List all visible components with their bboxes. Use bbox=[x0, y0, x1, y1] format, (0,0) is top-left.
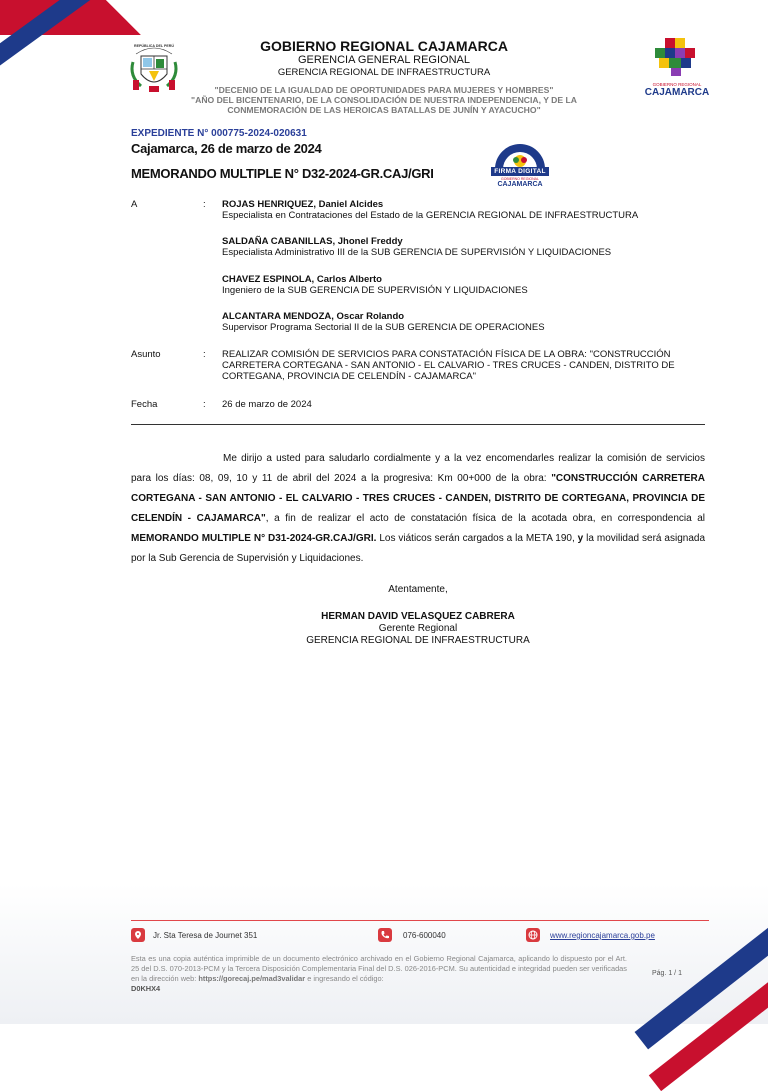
seal-name: CAJAMARCA bbox=[497, 181, 543, 188]
asunto-line: REALIZAR COMISIÓN DE SERVICIOS PARA CONSTATACIÓN FÍSICA DE LA OBRA: "CONSTRUCCIÓN bbox=[222, 349, 671, 360]
footer-phone: 076-600040 bbox=[403, 931, 446, 940]
recipient-role: Supervisor Programa Sectorial II de la SUB GERENCIA DE OPERACIONES bbox=[222, 322, 545, 333]
header-subtitle-general: GERENCIA GENERAL REGIONAL bbox=[298, 54, 470, 66]
location-icon bbox=[131, 928, 145, 942]
header-title: GOBIERNO REGIONAL CAJAMARCA bbox=[260, 38, 508, 54]
gobierno-regional-cajamarca-logo bbox=[643, 36, 711, 98]
logo-name: CAJAMARCA bbox=[644, 87, 710, 98]
signer-name: HERMAN DAVID VELASQUEZ CABRERA bbox=[321, 611, 515, 622]
coat-of-arms-caption: REPÚBLICA DEL PERÚ bbox=[134, 44, 174, 48]
recipient-role: Especialista Administrativo III de la SUB GERENCIA DE SUPERVISIÓN Y LIQUIDACIONES bbox=[222, 247, 612, 258]
recipient-role: Ingeniero de la SUB GERENCIA DE SUPERVISIÓN Y LIQUIDACIONES bbox=[222, 285, 528, 296]
quote-line-3: CONMEMORACIÓN DE LAS HEROICAS BATALLAS DE JUNÍN Y AYACUCHO" bbox=[227, 105, 541, 115]
notice-url[interactable]: https://gorecaj.pe/mad3validar bbox=[198, 974, 306, 983]
notice-text-a: Esta es una copia auténtica imprimible de un documento electrónico archivado en el Gobierno Regional Cajamarca, aplicando lo dispuesto por el Art. 25 del D.S. 070-2013-PCM y la Tercera Disposición Complementaria Final del D.S. 026-2016-PCM. Su autenticidad e integridad pueden ser verificadas en la dirección web: bbox=[131, 954, 627, 983]
recipient-3 bbox=[222, 274, 528, 296]
signer-office: GERENCIA REGIONAL DE INFRAESTRUCTURA bbox=[306, 635, 530, 646]
quote-line-1: "DECENIO DE LA IGUALDAD DE OPORTUNIDADES PARA MUJERES Y HOMBRES" bbox=[214, 85, 554, 95]
seal-caption: GOBIERNO REGIONAL bbox=[501, 177, 539, 181]
body-text-y: y bbox=[577, 533, 584, 544]
field-colon: : bbox=[203, 199, 206, 210]
body-text-a: Me dirijo a usted para saludarlo cordialmente y a la vez encomendarles realizar la comisión de servicios para los días: 08, 09, 10 y 11 de abril del 2024 a la progresiva: Km 00+000 de la obra: bbox=[131, 453, 705, 484]
recipient-name: CHAVEZ ESPINOLA, Carlos Alberto bbox=[222, 274, 382, 285]
footer-authenticity-notice bbox=[131, 954, 627, 994]
notice-text-b: e ingresando el código: bbox=[305, 974, 384, 983]
body-text-d: la movilidad será asignada por la Sub Gerencia de Supervisión y Liquidaciones. bbox=[131, 533, 706, 564]
memo-title: MEMORANDO MULTIPLE N° D32-2024-GR.CAJ/GRI bbox=[131, 166, 434, 181]
field-colon: : bbox=[203, 399, 206, 410]
field-label-asunto: Asunto bbox=[131, 349, 161, 360]
field-colon: : bbox=[203, 349, 206, 360]
expediente-number: EXPEDIENTE N° 000775-2024-020631 bbox=[131, 128, 307, 139]
header-divider bbox=[131, 424, 705, 425]
recipient-name: ALCANTARA MENDOZA, Oscar Rolando bbox=[222, 311, 405, 322]
footer-address: Jr. Sta Teresa de Journet 351 bbox=[153, 931, 258, 940]
fecha-value: 26 de marzo de 2024 bbox=[222, 399, 312, 410]
recipient-role: Especialista en Contrataciones del Estado de la GERENCIA REGIONAL DE INFRAESTRUCTURA bbox=[222, 210, 639, 221]
place-date: Cajamarca, 26 de marzo de 2024 bbox=[131, 141, 322, 156]
logo-caption: GOBIERNO REGIONAL bbox=[652, 82, 702, 87]
field-label-fecha: Fecha bbox=[131, 399, 158, 410]
header-quote bbox=[104, 85, 664, 115]
verification-code: D0KHX4 bbox=[131, 984, 161, 993]
signer-position: Gerente Regional bbox=[378, 623, 458, 634]
header-subtitle-infraestructura: GERENCIA REGIONAL DE INFRAESTRUCTURA bbox=[277, 67, 491, 78]
asunto-line: CORTEGANA, PROVINCIA DE CELENDÍN - CAJAMARCA" bbox=[222, 371, 476, 382]
body-text-memo-ref: MEMORANDO MULTIPLE N° D31-2024-GR.CAJ/GRI. bbox=[131, 533, 377, 544]
closing-greeting: Atentamente, bbox=[388, 584, 448, 595]
asunto-text bbox=[222, 349, 675, 382]
page-number: Pág. 1 / 1 bbox=[652, 970, 682, 977]
body-paragraph bbox=[131, 449, 705, 569]
footer-divider bbox=[131, 920, 709, 921]
recipient-4 bbox=[222, 311, 545, 333]
quote-line-2: "AÑO DEL BICENTENARIO, DE LA CONSOLIDACIÓN DE NUESTRA INDEPENDENCIA, Y DE LA bbox=[191, 95, 577, 105]
recipient-name: ROJAS HENRIQUEZ, Daniel Alcides bbox=[222, 199, 384, 210]
body-text-b: , a fin de realizar el acto de constatación física de la acotada obra, en correspondencia al bbox=[265, 513, 706, 524]
recipient-2 bbox=[222, 236, 611, 258]
body-text-project: "CONSTRUCCIÓN CARRETERA CORTEGANA - SAN ANTONIO - EL CALVARIO - TRES CRUCES - CANDEN, DISTRITO DE CORTEGANA, PROVINCIA DE CELENDÍN - CAJAMARCA" bbox=[131, 473, 706, 524]
recipient-name: SALDAÑA CABANILLAS, Jhonel Freddy bbox=[222, 236, 403, 247]
recipient-1 bbox=[222, 199, 638, 221]
body-text-c: Los viáticos serán cargados a la META 190, bbox=[376, 533, 578, 544]
footer-website-link[interactable]: www.regioncajamarca.gob.pe bbox=[550, 931, 655, 940]
seal-label: FIRMA DIGITAL bbox=[494, 168, 546, 175]
asunto-line: CARRETERA CORTEGANA - SAN ANTONIO - EL CALVARIO - TRES CRUCES - CANDEN, DISTRITO DE bbox=[222, 360, 675, 371]
phone-icon bbox=[378, 928, 392, 942]
firma-digital-seal bbox=[485, 143, 555, 189]
field-label-a: A bbox=[131, 199, 138, 210]
globe-icon bbox=[526, 928, 540, 942]
